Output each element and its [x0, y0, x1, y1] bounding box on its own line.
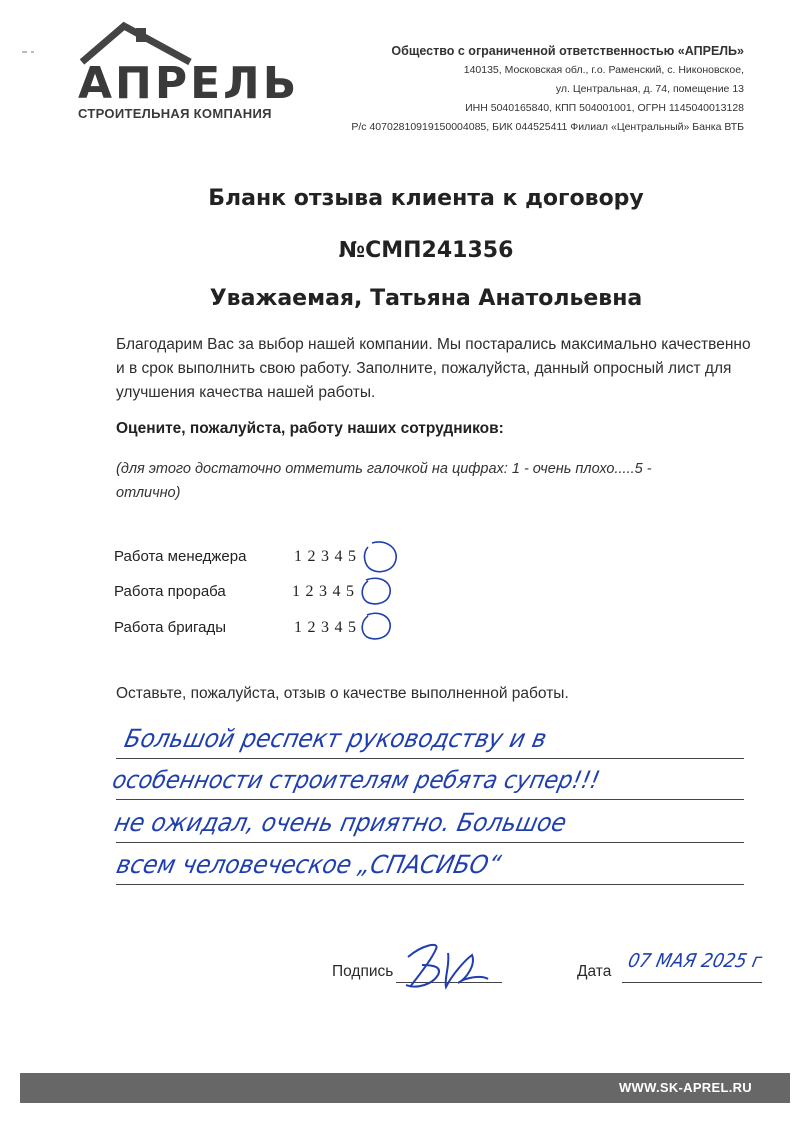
- rating-option[interactable]: 3: [321, 548, 329, 565]
- rating-option[interactable]: 2: [307, 619, 316, 636]
- rating-option[interactable]: 1: [294, 619, 302, 636]
- rating-option-selected[interactable]: 5: [348, 548, 356, 565]
- selection-circle-icon: [360, 540, 400, 576]
- rating-option[interactable]: 2: [305, 583, 314, 600]
- rating-option-selected[interactable]: 5: [346, 583, 354, 600]
- handwritten-review-line: особенности строителям ребята супер!!!: [110, 766, 603, 794]
- selection-circle-icon: [358, 576, 398, 610]
- rating-option[interactable]: 3: [321, 619, 329, 636]
- brand-logo-name: АПРЕЛЬ: [78, 58, 300, 109]
- selection-circle-icon: [358, 611, 398, 645]
- rating-label: Работа менеджера: [114, 548, 247, 565]
- rating-row: [114, 548, 362, 566]
- handwritten-review-line: не ожидал, очень приятно. Большое: [112, 808, 570, 837]
- rating-row: [114, 619, 362, 637]
- rating-label: Работа бригады: [114, 619, 226, 636]
- website-link[interactable]: WWW.SK-APREL.RU: [618, 1080, 752, 1095]
- rating-option-selected[interactable]: 5: [348, 619, 356, 636]
- review-line: [116, 758, 744, 759]
- review-line: [116, 884, 744, 885]
- review-line: [116, 842, 744, 843]
- document-title: Бланк отзыва клиента к договору: [208, 186, 644, 211]
- brand-tagline: СТРОИТЕЛЬНАЯ КОМПАНИЯ: [78, 106, 272, 121]
- signature-drawing-icon: [392, 935, 502, 995]
- rating-heading: Оцените, пожалуйста, работу наших сотрудников:: [116, 420, 504, 437]
- company-details: [351, 42, 744, 137]
- date-line: [622, 982, 762, 983]
- review-prompt: Оставьте, пожалуйста, отзыв о качестве выполненной работы.: [116, 685, 569, 702]
- company-address-line1: 140135, Московская обл., г.о. Раменский, с. Никоновское,: [463, 64, 744, 76]
- rating-option[interactable]: 4: [334, 619, 343, 636]
- date-label: Дата: [577, 963, 612, 980]
- handwritten-date: 07 МАЯ 2025 г: [626, 950, 764, 972]
- greeting: Уважаемая, Татьяна Анатольевна: [209, 286, 643, 311]
- intro-paragraph: Благодарим Вас за выбор нашей компании. Мы постарались максимально качественно и в срок выполнить свою работу. Заполните, пожалуйста, данный опросный лист для улучшения качества нашей работы.: [116, 336, 751, 401]
- rating-label: Работа прораба: [114, 583, 226, 600]
- company-address-line2: ул. Центральная, д. 74, помещение 13: [555, 83, 744, 95]
- rating-option[interactable]: 1: [292, 583, 300, 600]
- review-line: [116, 799, 744, 800]
- rating-option[interactable]: 4: [334, 548, 343, 565]
- rating-option[interactable]: 4: [332, 583, 341, 600]
- company-registration: ИНН 5040165840, КПП 504001001, ОГРН 1145040013128: [465, 102, 744, 114]
- handwritten-review-line: всем человеческое „СПАСИБО“: [114, 850, 504, 879]
- rating-row: [114, 583, 360, 601]
- rating-option[interactable]: 3: [319, 583, 327, 600]
- rating-option[interactable]: 1: [294, 548, 302, 565]
- signature-label: Подпись: [332, 963, 394, 980]
- company-bank: Р/с 40702810919150004085, БИК 044525411 Филиал «Центральный» Банка ВТБ: [351, 121, 744, 133]
- rating-option[interactable]: 2: [307, 548, 316, 565]
- company-name: Общество с ограниченной ответственностью «АПРЕЛЬ»: [391, 44, 744, 58]
- handwritten-review-line: Большой респект руководству и в: [122, 724, 550, 753]
- rating-hint: (для этого достаточно отметить галочкой на цифрах: 1 - очень плохо.....5 - отлично): [116, 461, 652, 501]
- contract-number: №СМП241356: [338, 238, 514, 263]
